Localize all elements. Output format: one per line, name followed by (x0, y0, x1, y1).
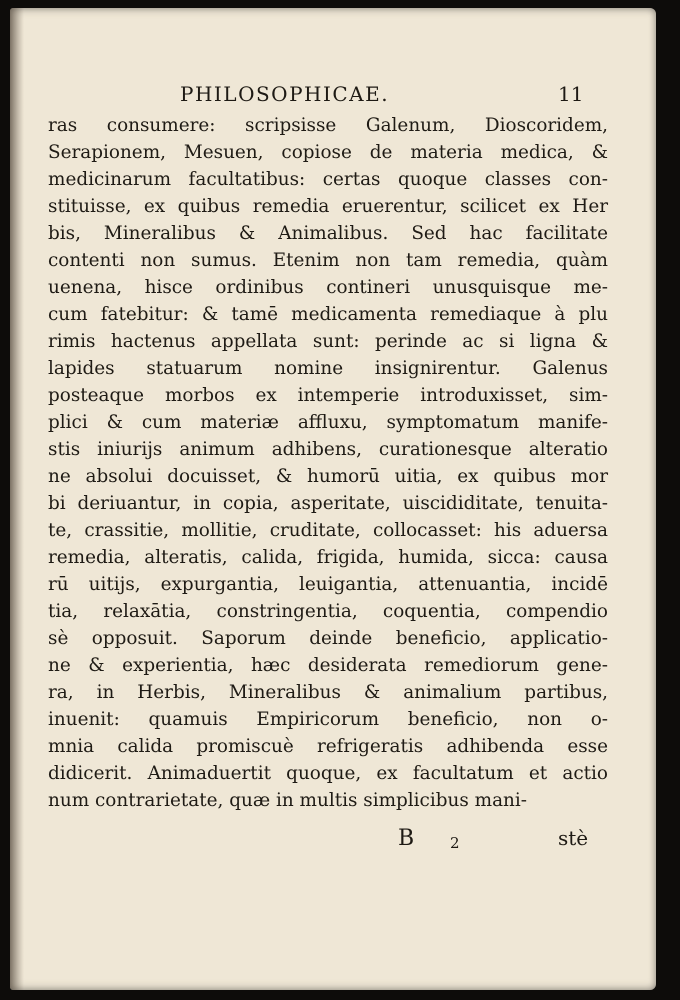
text-line: stituisse, ex quibus remedia eruerentur, scilicet ex Her (48, 196, 608, 217)
text-line: inuenit: quamuis Empiricorum beneficio, non o- (48, 709, 608, 730)
signature-number: 2 (450, 834, 460, 852)
text-line: sè opposuit. Saporum deinde beneficio, applicatio- (48, 628, 608, 649)
text-line: stis iniurijs animum adhibens, curationesque alteratio (48, 439, 608, 460)
catchword: stè (558, 826, 589, 850)
text-line: num contrarietate, quæ in multis simplicibus mani- (48, 790, 527, 811)
text-line: cum fatebitur: & tamē medicamenta remediaque à plu (48, 304, 608, 325)
text-line: plici & cum materiæ affluxu, symptomatum manife- (48, 412, 608, 433)
running-head: PHILOSOPHICAE. (180, 82, 390, 106)
text-line: contenti non sumus. Etenim non tam remedia, quàm (48, 250, 608, 271)
body-text (48, 112, 608, 814)
signature-mark: B (398, 826, 415, 851)
text-line: ra, in Herbis, Mineralibus & animalium partibus, (48, 682, 608, 703)
text-line: ne absolui docuisset, & humorū uitia, ex quibus mor (48, 466, 608, 487)
text-line: mnia calida promiscuè refrigeratis adhibenda esse (48, 736, 608, 757)
text-line: remedia, alteratis, calida, frigida, humida, sicca: causa (48, 547, 608, 568)
text-line: te, crassitie, mollitie, cruditate, collocasset: his aduersa (48, 520, 608, 541)
text-line: bis, Mineralibus & Animalibus. Sed hac facilitate (48, 223, 608, 244)
text-line: posteaque morbos ex intemperie introduxisset, sim- (48, 385, 608, 406)
page-number: 11 (558, 82, 584, 106)
text-line: didicerit. Animaduertit quoque, ex facultatum et actio (48, 763, 608, 784)
text-line: Serapionem, Mesuen, copiose de materia medica, & (48, 142, 608, 163)
text-line: medicinarum facultatibus: certas quoque classes con- (48, 169, 608, 190)
text-line: tia, relaxātia, constringentia, coquentia, compendio (48, 601, 608, 622)
book-page (10, 8, 656, 990)
text-line: ras consumere: scripsisse Galenum, Dioscoridem, (48, 115, 608, 136)
text-line: ne & experientia, hæc desiderata remediorum gene- (48, 655, 608, 676)
text-line: rimis hactenus appellata sunt: perinde ac si ligna & (48, 331, 608, 352)
text-line: uenena, hisce ordinibus contineri unusquisque me- (48, 277, 608, 298)
text-line: bi deriuantur, in copia, asperitate, uiscididitate, tenuita- (48, 493, 608, 514)
text-line: lapides statuarum nomine insignirentur. Galenus (48, 358, 608, 379)
text-line: rū uitijs, expurgantia, leuigantia, attenuantia, incidē (48, 574, 608, 595)
